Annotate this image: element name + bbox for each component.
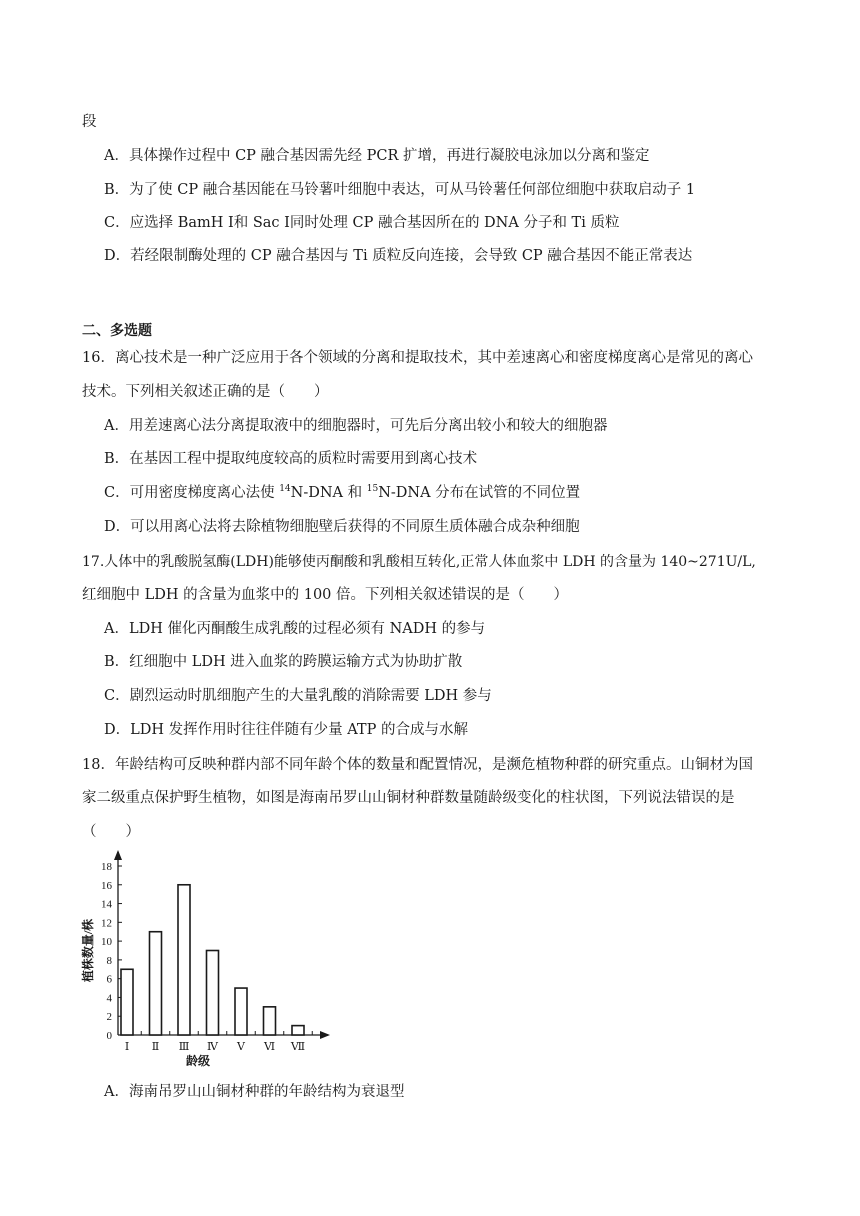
q17-option-c: C．剧烈运动时肌细胞产生的大量乳酸的消除需要 LDH 参与: [104, 688, 492, 704]
q16-option-c-pre: C．可用密度梯度离心法使: [104, 485, 280, 501]
q16-option-c: [104, 483, 580, 503]
q18-stem-line2: 家二级重点保护野生植物，如图是海南吊罗山山铜材种群数量随龄级变化的柱状图，下列说法错误的是: [82, 790, 735, 806]
isotope-14: 14: [279, 484, 291, 495]
bar: [207, 951, 219, 1036]
q18-stem-line3: （ ）: [82, 824, 140, 840]
x-axis-arrow: [320, 1031, 330, 1039]
bar-chart: [80, 846, 340, 1071]
isotope-15: 15: [366, 484, 379, 495]
q18-stem-line1: 18．年龄结构可反映种群内部不同年龄个体的数量和配置情况，是濒危植物种群的研究重点。山铜材为国: [82, 757, 753, 773]
bar: [264, 1007, 276, 1035]
q16-option-c-post: N-DNA 分布在试管的不同位置: [378, 485, 581, 501]
q16-option-d: D．可以用离心法将去除植物细胞壁后获得的不同原生质体融合成杂种细胞: [104, 519, 580, 535]
section-title: 二、多选题: [82, 323, 152, 339]
y-tick-label: 2: [106, 1011, 112, 1024]
q16-stem-line1: 16．离心技术是一种广泛应用于各个领域的分离和提取技术，其中差速离心和密度梯度离心是常见的离心: [82, 350, 753, 366]
bar: [121, 969, 133, 1035]
bar: [178, 885, 190, 1035]
q16-option-c-mid: N-DNA 和: [290, 485, 367, 501]
y-tick-label: 18: [101, 861, 112, 873]
y-tick-label: 4: [106, 992, 112, 1005]
x-tick-label: Ⅴ: [237, 1041, 245, 1053]
q17-option-b: B．红细胞中 LDH 进入血浆的跨膜运输方式为协助扩散: [104, 654, 463, 670]
x-tick-label: Ⅰ: [124, 1041, 130, 1053]
y-tick-label: 6: [106, 973, 112, 986]
q15-option-c: C．应选择 BamH Ⅰ和 Sac Ⅰ同时处理 CP 融合基因所在的 DNA 分子和 Ti 质粒: [104, 215, 620, 231]
q15-option-b: B．为了使 CP 融合基因能在马铃薯叶细胞中表达，可从马铃薯任何部位细胞中获取启动子 1: [104, 182, 696, 198]
q17-option-a: A．LDH 催化丙酮酸生成乳酸的过程必须有 NADH 的参与: [104, 621, 486, 637]
y-tick-label: 0: [106, 1030, 112, 1042]
y-tick-label: 14: [101, 898, 112, 911]
q16-option-a: A．用差速离心法分离提取液中的细胞器时，可先后分离出较小和较大的细胞器: [104, 418, 608, 434]
bar: [150, 932, 162, 1035]
q17-option-d: D．LDH 发挥作用时往往伴随有少量 ATP 的合成与水解: [104, 722, 468, 738]
q18-option-a: A．海南吊罗山山铜材种群的年龄结构为衰退型: [104, 1084, 405, 1100]
q16-stem-line2: 技术。下列相关叙述正确的是（ ）: [82, 384, 329, 400]
bar: [292, 1026, 304, 1035]
q17-stem-line1: 17.人体中的乳酸脱氢酶(LDH)能够使丙酮酸和乳酸相互转化,正常人体血浆中 LDH 的含量为 140~271U/L,: [82, 554, 756, 570]
bar: [235, 988, 247, 1035]
y-tick-label: 10: [101, 936, 112, 949]
y-axis-arrow: [114, 850, 122, 860]
y-tick-label: 12: [101, 917, 112, 930]
top-fragment: 段: [82, 114, 97, 130]
x-tick-label: Ⅵ: [263, 1041, 276, 1053]
y-axis-label: 植株数量/株: [81, 918, 95, 983]
x-tick-label: Ⅱ: [151, 1041, 160, 1053]
x-tick-label: Ⅳ: [207, 1041, 218, 1053]
q17-stem-line2: 红细胞中 LDH 的含量为血浆中的 100 倍。下列相关叙述错误的是（ ）: [82, 587, 569, 603]
x-tick-label: Ⅶ: [290, 1041, 306, 1053]
q15-option-d: D．若经限制酶处理的 CP 融合基因与 Ti 质粒反向连接，会导致 CP 融合基因不能正常表达: [104, 248, 693, 264]
y-tick-label: 16: [101, 879, 112, 892]
q15-option-a: A．具体操作过程中 CP 融合基因需先经 PCR 扩增，再进行凝胶电泳加以分离和鉴定: [104, 148, 650, 164]
x-axis-label: 龄级: [185, 1054, 211, 1068]
q16-option-b: B．在基因工程中提取纯度较高的质粒时需要用到离心技术: [104, 451, 478, 467]
x-tick-label: Ⅲ: [178, 1041, 190, 1053]
y-tick-label: 8: [106, 954, 112, 967]
